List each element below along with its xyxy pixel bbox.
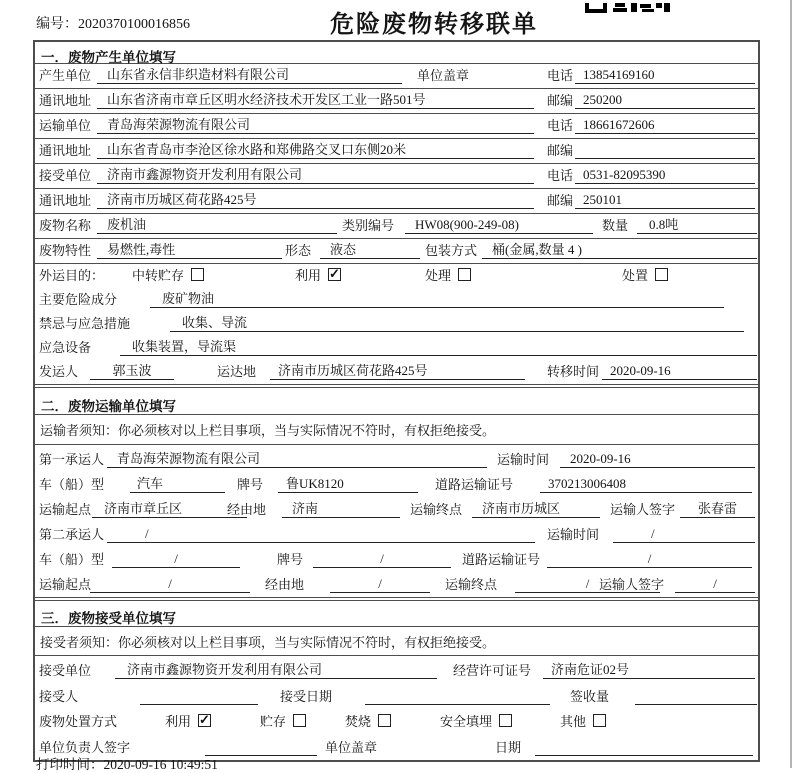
- row-receiver: [35, 164, 758, 189]
- plate-number: 鲁UK8120: [278, 476, 418, 493]
- row-route-1: [35, 497, 758, 522]
- disposal-option-store: [260, 711, 306, 730]
- option-label: 贮存: [260, 714, 287, 729]
- transport-time-label: 运输时间: [497, 452, 550, 467]
- receiver-label: 接受单位: [39, 168, 92, 183]
- equipment-label: 应急设备: [39, 340, 92, 355]
- producer-address: 山东省济南市章丘区明水经济技术开发区工业一路501号: [97, 92, 534, 109]
- print-time-value: 2020-09-16 10:49:51: [103, 757, 218, 772]
- address-label: 通讯地址: [39, 143, 92, 158]
- transfer-time-label: 转移时间: [547, 364, 600, 379]
- responsible-sign-label: 单位负责人签字: [39, 740, 131, 755]
- road-permit-label: 道路运输证号: [462, 552, 541, 567]
- disposal-label: 废物处置方式: [39, 714, 118, 729]
- page-right-edge-line: [790, 0, 792, 768]
- zip-label: 邮编: [547, 193, 574, 208]
- purpose-option-treat: [425, 265, 471, 284]
- row-receiver-address: [35, 189, 758, 214]
- category-code-label: 类别编号: [342, 218, 395, 233]
- responsible-signature: [205, 739, 317, 756]
- receiver-value: 济南市鑫源物资开发利用有限公司: [97, 167, 534, 184]
- road-permit-label: 道路运输证号: [435, 477, 514, 492]
- zip-label: 邮编: [547, 93, 574, 108]
- route-end: 济南市历城区: [472, 501, 600, 518]
- row-vehicle-1: [35, 472, 758, 497]
- road-permit-number-2: /: [547, 551, 752, 568]
- route-start-label: 运输起点: [39, 577, 92, 592]
- carrier-sign-label: 运输人签字: [610, 502, 676, 517]
- serial-number: 2020370100016856: [78, 17, 190, 32]
- waste-name-label: 废物名称: [39, 218, 92, 233]
- section1-header: 一．废物产生单位填写: [35, 42, 758, 64]
- checkbox-disposal-store: [293, 714, 306, 727]
- accept-unit-label: 接受单位: [39, 663, 92, 678]
- accept-date: [365, 688, 550, 705]
- address-label: 通讯地址: [39, 193, 92, 208]
- quantity-label: 数量: [602, 218, 629, 233]
- option-label: 处理: [425, 268, 452, 283]
- route-end-label: 运输终点: [410, 502, 463, 517]
- checkbox-utilize: [328, 268, 341, 281]
- form-value: 液态: [320, 242, 420, 259]
- received-qty-label: 签收量: [570, 689, 610, 704]
- received-qty: [635, 688, 757, 705]
- section2-header: 二．废物运输单位填写: [35, 387, 758, 415]
- transport-time-label: 运输时间: [547, 527, 600, 542]
- purpose-option-utilize: [295, 265, 341, 284]
- disposal-option-incinerate: [345, 711, 391, 730]
- row-emergency-equipment: [35, 336, 758, 360]
- dispatcher-label: 发运人: [39, 364, 79, 379]
- row-transporter-address: [35, 139, 758, 164]
- license-number: 济南危证02号: [543, 662, 755, 679]
- vehicle-type-label: 车（船）型: [39, 477, 105, 492]
- section3-header: 三．废物接受单位填写: [35, 600, 758, 627]
- route-via-label: 经由地: [227, 502, 267, 517]
- taboo-label: 禁忌与应急措施: [39, 316, 131, 331]
- dispatcher-name: 郭玉波: [90, 363, 174, 380]
- option-label: 处置: [622, 268, 649, 283]
- receiver-address: 济南市历城区荷花路425号: [97, 192, 534, 209]
- print-time-label: 打印时间：: [36, 757, 104, 772]
- route-via-2: /: [330, 576, 430, 593]
- transporter-label: 运输单位: [39, 118, 92, 133]
- equipment-value: 收集装置，导流渠: [120, 339, 757, 356]
- carrier-sign-label: 运输人签字: [599, 577, 665, 592]
- route-end-label: 运输终点: [445, 577, 498, 592]
- row-taboo-measures: [35, 312, 758, 336]
- hazard-label: 主要危险成分: [39, 292, 118, 307]
- receiver-zip: 250101: [575, 192, 755, 209]
- option-label: 中转贮存: [132, 268, 185, 283]
- row-waste-traits: [35, 239, 758, 264]
- packing-value: 桶(金属,数量 4 ): [482, 242, 757, 259]
- transfer-time: 2020-09-16: [602, 363, 757, 380]
- second-carrier-name: /: [107, 526, 535, 543]
- route-start-2: /: [90, 576, 250, 593]
- row-producer: [35, 64, 758, 89]
- row-vehicle-2: [35, 547, 758, 572]
- route-start: 济南市章丘区: [92, 501, 247, 518]
- route-end-2: /: [515, 576, 660, 593]
- checkbox-storage: [191, 268, 204, 281]
- transport-time-2: /: [613, 526, 755, 543]
- disposal-option-other: [560, 711, 606, 730]
- taboo-value: 收集、导流: [170, 315, 744, 332]
- row-disposal-method: [35, 709, 758, 734]
- checkbox-disposal-landfill: [499, 714, 512, 727]
- producer-phone: 13854169160: [575, 67, 755, 84]
- packing-label: 包装方式: [425, 243, 478, 258]
- serial-number-line: [36, 13, 190, 33]
- second-carrier-label: 第二承运人: [39, 527, 105, 542]
- transporter-notice: 运输者须知：你必须核对以上栏目事项，当与实际情况不符时，有权拒绝接受。: [35, 415, 758, 445]
- option-label: 安全填埋: [440, 714, 493, 729]
- disposal-option-utilize: [165, 711, 211, 730]
- checkbox-dispose: [655, 268, 668, 281]
- producer-value: 山东省永信非织造材料有限公司: [97, 67, 402, 84]
- accept-person: [140, 688, 258, 705]
- transporter-phone: 18661672606: [575, 117, 755, 134]
- vehicle-type-label: 车（船）型: [39, 552, 105, 567]
- checkbox-disposal-incinerate: [378, 714, 391, 727]
- transporter-address: 山东省青岛市李沧区徐水路和郑佛路交叉口东侧20米: [97, 142, 534, 159]
- phone-label: 电话: [547, 68, 574, 83]
- receiver-notice: 接受者须知：你必须核对以上栏目事项，当与实际情况不符时，有权拒绝接受。: [35, 627, 758, 656]
- option-label: 焚烧: [345, 714, 372, 729]
- row-route-2: [35, 572, 758, 598]
- row-waste-name: [35, 214, 758, 239]
- producer-zip: 250200: [575, 92, 755, 109]
- option-label: 其他: [560, 714, 587, 729]
- row-first-carrier: [35, 445, 758, 472]
- quantity-value: 0.8吨: [637, 217, 757, 234]
- phone-label: 电话: [547, 168, 574, 183]
- row-transfer-purpose: [35, 264, 758, 288]
- qr-code-fragment: [585, 0, 670, 18]
- serial-label: 编号：: [36, 17, 78, 32]
- row-dispatcher: [35, 360, 758, 385]
- waste-traits: 易燃性,毒性: [97, 242, 282, 259]
- category-code: HW08(900-249-08): [405, 217, 593, 234]
- transporter-value: 青岛海荣源物流有限公司: [97, 117, 534, 134]
- destination-value: 济南市历城区荷花路425号: [270, 363, 525, 380]
- route-start-label: 运输起点: [39, 502, 92, 517]
- row-accept-person: [35, 683, 758, 709]
- form-label: 形态: [285, 243, 312, 258]
- plate-label: 牌号: [277, 552, 304, 567]
- accept-date-label: 接受日期: [280, 689, 333, 704]
- option-label: 利用: [165, 714, 192, 729]
- waste-traits-label: 废物特性: [39, 243, 92, 258]
- checkbox-treat: [458, 268, 471, 281]
- row-hazard-components: [35, 288, 758, 312]
- plate-label: 牌号: [237, 477, 264, 492]
- hazard-value: 废矿物油: [150, 291, 724, 308]
- transport-time: 2020-09-16: [560, 451, 755, 468]
- unit-seal-label: 单位盖章: [417, 68, 470, 83]
- disposal-option-landfill: [440, 711, 512, 730]
- vehicle-type: 汽车: [130, 476, 225, 493]
- license-label: 经营许可证号: [453, 663, 532, 678]
- checkbox-disposal-utilize: [198, 714, 211, 727]
- unit-seal-label: 单位盖章: [325, 740, 378, 755]
- row-accept-unit: [35, 656, 758, 683]
- zip-label: 邮编: [547, 143, 574, 158]
- purpose-option-storage: [132, 265, 204, 284]
- address-label: 通讯地址: [39, 93, 92, 108]
- waste-name: 废机油: [97, 217, 337, 234]
- receiver-phone: 0531-82095390: [575, 167, 755, 184]
- producer-label: 产生单位: [39, 68, 92, 83]
- signoff-date: [535, 739, 753, 756]
- row-producer-address: [35, 89, 758, 114]
- option-label: 利用: [295, 268, 322, 283]
- phone-label: 电话: [547, 118, 574, 133]
- road-permit-number: 370213006408: [540, 476, 752, 493]
- carrier-signature-2: /: [675, 576, 755, 593]
- purpose-option-dispose: [622, 265, 668, 284]
- route-via-label: 经由地: [265, 577, 305, 592]
- first-carrier-name: 青岛海荣源物流有限公司: [107, 451, 487, 468]
- checkbox-disposal-other: [593, 714, 606, 727]
- carrier-signature: 张春雷: [680, 501, 755, 518]
- manifest-form-table: [33, 40, 760, 762]
- page-title: 危险废物转移联单: [330, 12, 538, 38]
- row-second-carrier: [35, 522, 758, 547]
- row-transporter: [35, 114, 758, 139]
- plate-number-2: /: [313, 551, 451, 568]
- date-label: 日期: [495, 740, 522, 755]
- print-time-line: [36, 753, 218, 773]
- transporter-zip: [575, 142, 755, 159]
- first-carrier-label: 第一承运人: [39, 452, 105, 467]
- accept-person-label: 接受人: [39, 689, 79, 704]
- route-via: 济南: [282, 501, 400, 518]
- purpose-label: 外运目的：: [39, 268, 105, 283]
- accept-unit-name: 济南市鑫源物资开发利用有限公司: [115, 662, 437, 679]
- vehicle-type-2: /: [112, 551, 240, 568]
- destination-label: 运达地: [217, 364, 257, 379]
